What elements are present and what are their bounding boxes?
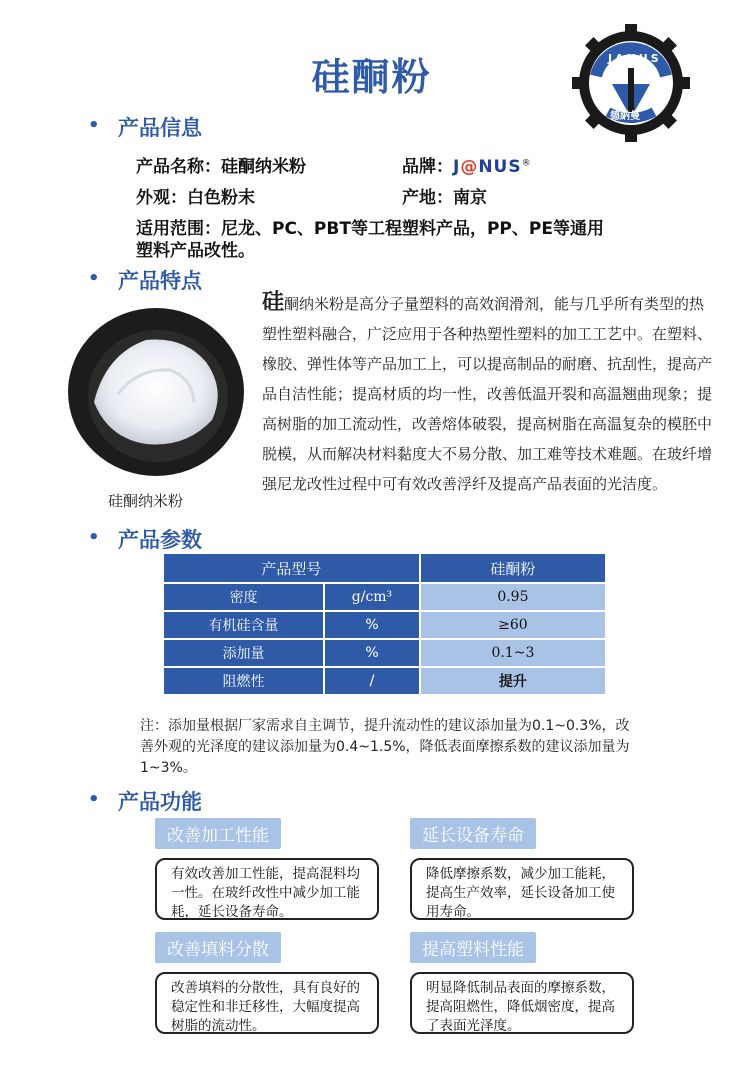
function-tag: 提高塑料性能	[410, 932, 536, 963]
table-row	[163, 583, 606, 611]
header-model: 产品型号	[163, 553, 420, 583]
function-box: 降低摩擦系数，减少加工能耗，提高生产效率，延长设备加工使用寿命。	[410, 858, 634, 920]
bullet-icon: •	[88, 789, 100, 810]
table-header-row	[163, 553, 606, 583]
function-tag: 改善填料分散	[155, 932, 281, 963]
function-tag: 改善加工性能	[155, 818, 281, 849]
logo-brand-text: JANUS	[608, 52, 662, 65]
table-row	[163, 611, 606, 639]
param-unit: /	[324, 667, 420, 695]
table-row	[163, 639, 606, 667]
registered-mark: ®	[521, 158, 531, 169]
param-value: 提升	[420, 667, 606, 695]
params-table	[162, 552, 607, 696]
scope-line-2: 塑料产品改性。	[136, 241, 255, 261]
powder-image	[66, 298, 246, 480]
param-name: 阻燃性	[163, 667, 324, 695]
table-row	[163, 667, 606, 695]
scope-line-1: 适用范围：尼龙、PC、PBT等工程塑料产品，PP、PE等通用	[136, 219, 604, 239]
logo-chinese-text: 德納曼	[610, 111, 640, 122]
image-caption: 硅酮纳米粉	[108, 492, 184, 510]
param-value: 0.1~3	[420, 639, 606, 667]
bullet-icon: •	[88, 115, 100, 136]
drop-cap: 硅	[262, 290, 285, 315]
features-text: 酮纳米粉是高分子量塑料的高效润滑剂，能与几乎所有类型的热塑性塑料融合，广泛应用于各种热塑性塑料的加工工艺中。在塑料、橡胶、弹性体等产品加工上，可以提高制品的耐磨、抗刮性，提高产品自洁性能；提高材质的均一性，改善低温开裂和高温翘曲现象；提高树脂的加工流动性，改善熔体破裂，提高树脂在高温复杂的模胚中脱模，从而解决材料黏度大不易分散、加工难等技术难题。在玻纤增强尼龙改性过程中可有效改善浮纤及提高产品表面的光洁度。	[262, 295, 713, 493]
param-name: 有机硅含量	[163, 611, 324, 639]
section-title-params: 产品参数	[118, 528, 202, 552]
section-title-features: 产品特点	[118, 269, 202, 293]
bullet-icon: •	[88, 268, 100, 289]
brand-label: 品牌：	[402, 157, 453, 177]
param-name: 密度	[163, 583, 324, 611]
header-product: 硅酮粉	[420, 553, 606, 583]
param-unit: g/cm³	[324, 583, 420, 611]
origin: 产地：南京	[402, 188, 487, 208]
product-name: 产品名称：硅酮纳米粉	[136, 157, 306, 177]
param-unit: %	[324, 639, 420, 667]
brand-logo-text: J@NUS	[453, 157, 522, 177]
param-value: ≥60	[420, 611, 606, 639]
param-value: 0.95	[420, 583, 606, 611]
brand-row	[402, 152, 531, 177]
params-note: 注：添加量根据厂家需求自主调节，提升流动性的建议添加量为0.1~0.3%，改善外观的光泽度的建议添加量为0.4~1.5%，降低表面摩擦系数的建议添加量为1~3%。	[140, 718, 630, 776]
features-paragraph	[262, 288, 712, 499]
function-box: 有效改善加工性能，提高混料均一性。在玻纤改性中减少加工能耗，延长设备寿命。	[155, 858, 379, 920]
appearance: 外观：白色粉末	[136, 188, 255, 208]
section-title-info: 产品信息	[118, 116, 202, 140]
param-unit: %	[324, 611, 420, 639]
function-box: 明显降低制品表面的摩擦系数，提高阻燃性，降低烟密度，提高了表面光泽度。	[410, 972, 634, 1034]
function-tag: 延长设备寿命	[410, 818, 536, 849]
page-title: 硅酮粉	[311, 55, 432, 99]
bullet-icon: •	[88, 527, 100, 548]
function-box: 改善填料的分散性，具有良好的稳定性和非迁移性，大幅度提高树脂的流动性。	[155, 972, 379, 1034]
param-name: 添加量	[163, 639, 324, 667]
section-title-functions: 产品功能	[118, 790, 202, 814]
janus-logo	[572, 24, 690, 142]
